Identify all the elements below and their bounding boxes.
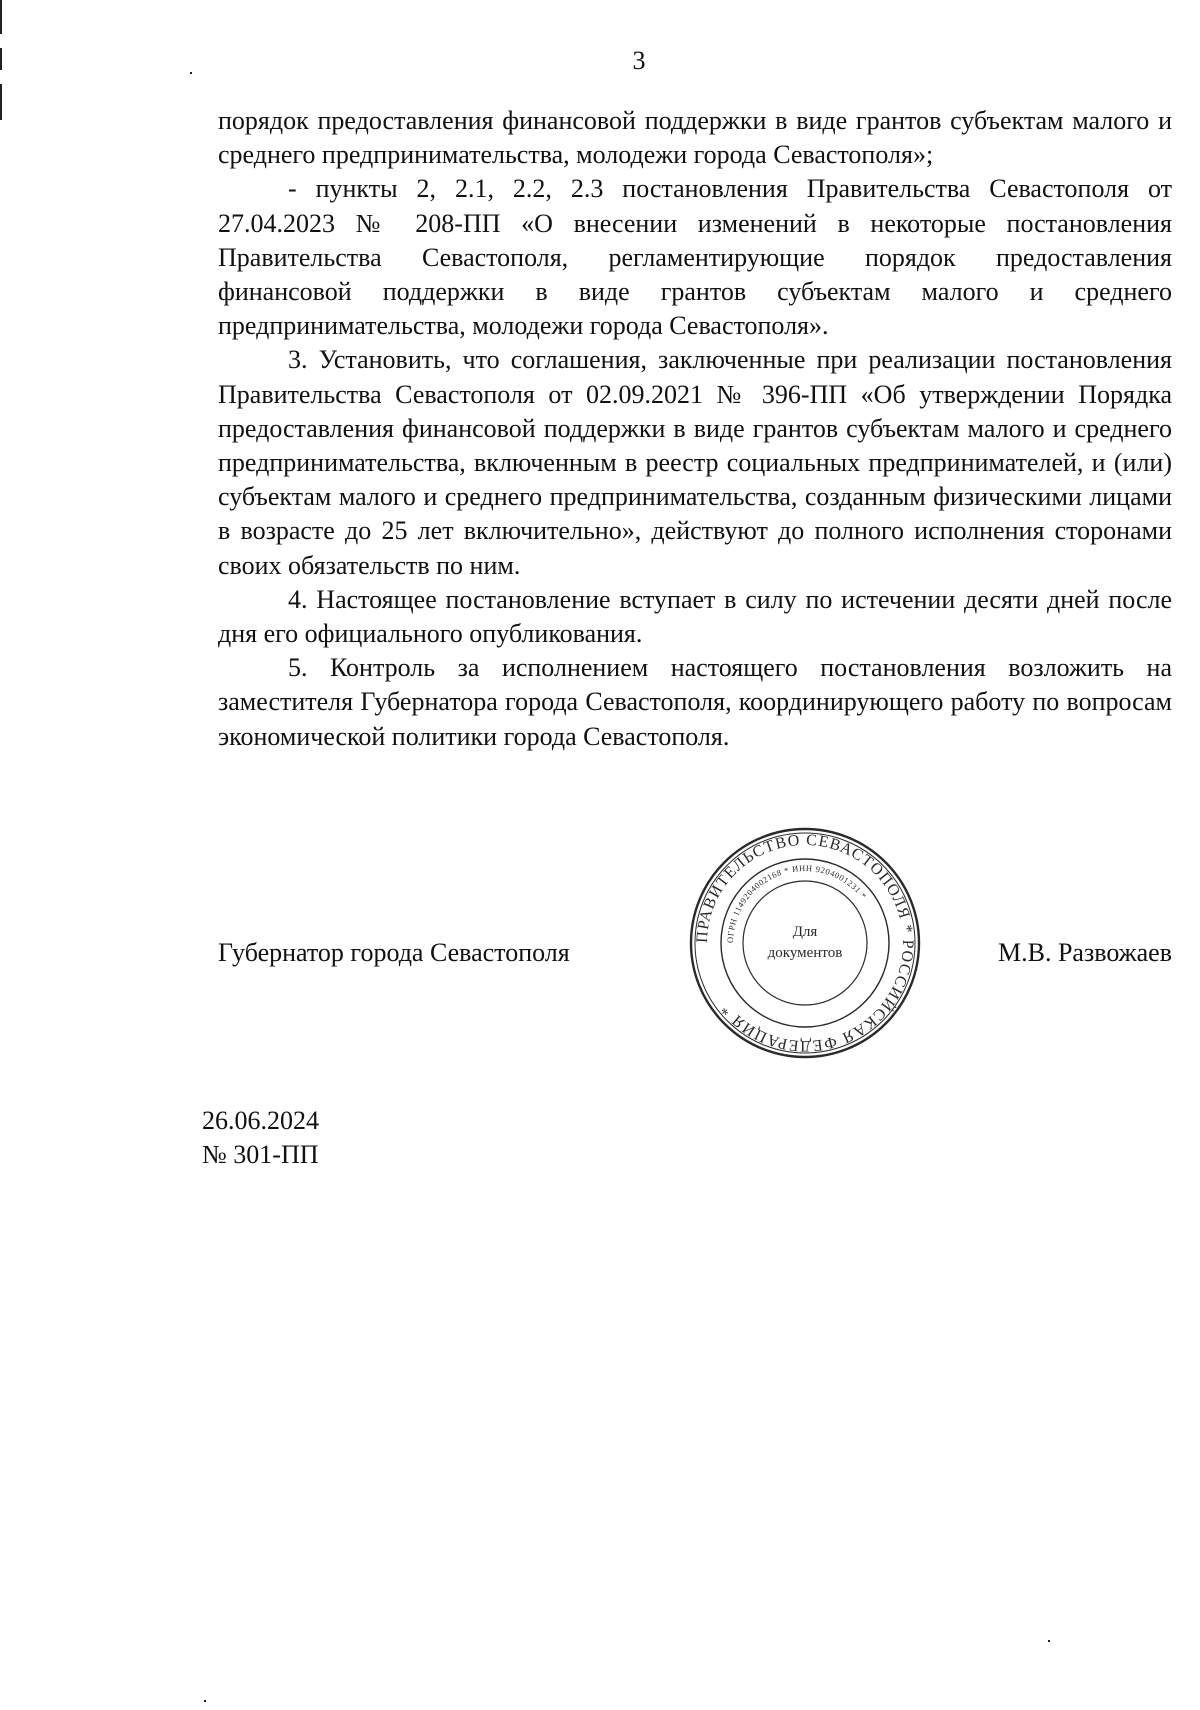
seal-center-line-2: документов: [767, 945, 843, 961]
paragraph-item-4: 4. Настоящее постановление вступает в силу по истечении десяти дней после дня его официального опубликования.: [218, 584, 1172, 649]
document-body: [218, 104, 1172, 754]
scan-speck: [190, 72, 192, 74]
document-number: № 301-ПП: [202, 1140, 319, 1169]
paragraph-item-3: 3. Установить, что соглашения, заключенные при реализации постановления Правительства Севастополя от 02.09.2021 № 396-ПП «Об утверждении Порядка предоставления финансовой поддержки в виде грантов субъектам малого и среднего предпринимательства, включенным в реестр социальных предпринимателей, и (или) субъектам малого и среднего предпринимательства, созданным физическими лицами в возрасте до 25 лет включительно», действуют до полного исполнения сторонами своих обязательств по ним.: [218, 345, 1172, 580]
seal-inner-border: [743, 881, 867, 1005]
document-date: 26.06.2024: [202, 1106, 319, 1135]
document-registration: [202, 1104, 319, 1172]
seal-inner-text: ОГРН 1149204002168 * ИНН 9204001231 *: [724, 862, 869, 944]
page-number: 3: [632, 46, 646, 75]
scan-speck: [1048, 1640, 1050, 1642]
seal-middle-border: [721, 859, 889, 1027]
scan-edge-mark: [0, 84, 2, 120]
seal-outer-text: ПРАВИТЕЛЬСТВО СЕВАСТОПОЛЯ * РОССИЙСКАЯ ФЕДЕРАЦИЯ *: [693, 831, 917, 1055]
signatory-title: Губернатор города Севастополя: [218, 938, 570, 967]
official-seal: [688, 826, 922, 1060]
scan-edge-mark: [0, 0, 2, 34]
paragraph-continuation: порядок предоставления финансовой поддержки в виде грантов субъектам малого и среднего предпринимательства, молодежи города Севастополя»;: [218, 106, 1172, 170]
paragraph-item-5: 5. Контроль за исполнением настоящего постановления возложить на заместителя Губернатора города Севастополя, координирующего работу по вопросам экономической политики города Севастополя.: [218, 653, 1172, 751]
scan-speck: [204, 1700, 206, 1702]
signatory-name: М.В. Развожаев: [997, 938, 1172, 967]
paragraph-list-item: - пункты 2, 2.1, 2.2, 2.3 постановления Правительства Севастополя от 27.04.2023 № 208-ПП «О внесении изменений в некоторые постановления Правительства Севастополя, регламентирующие порядок предоставления финансовой поддержки в виде грантов субъектам малого и среднего предпринимательства, молодежи города Севастополя».: [218, 174, 1172, 341]
seal-center-line-1: Для: [792, 924, 818, 940]
